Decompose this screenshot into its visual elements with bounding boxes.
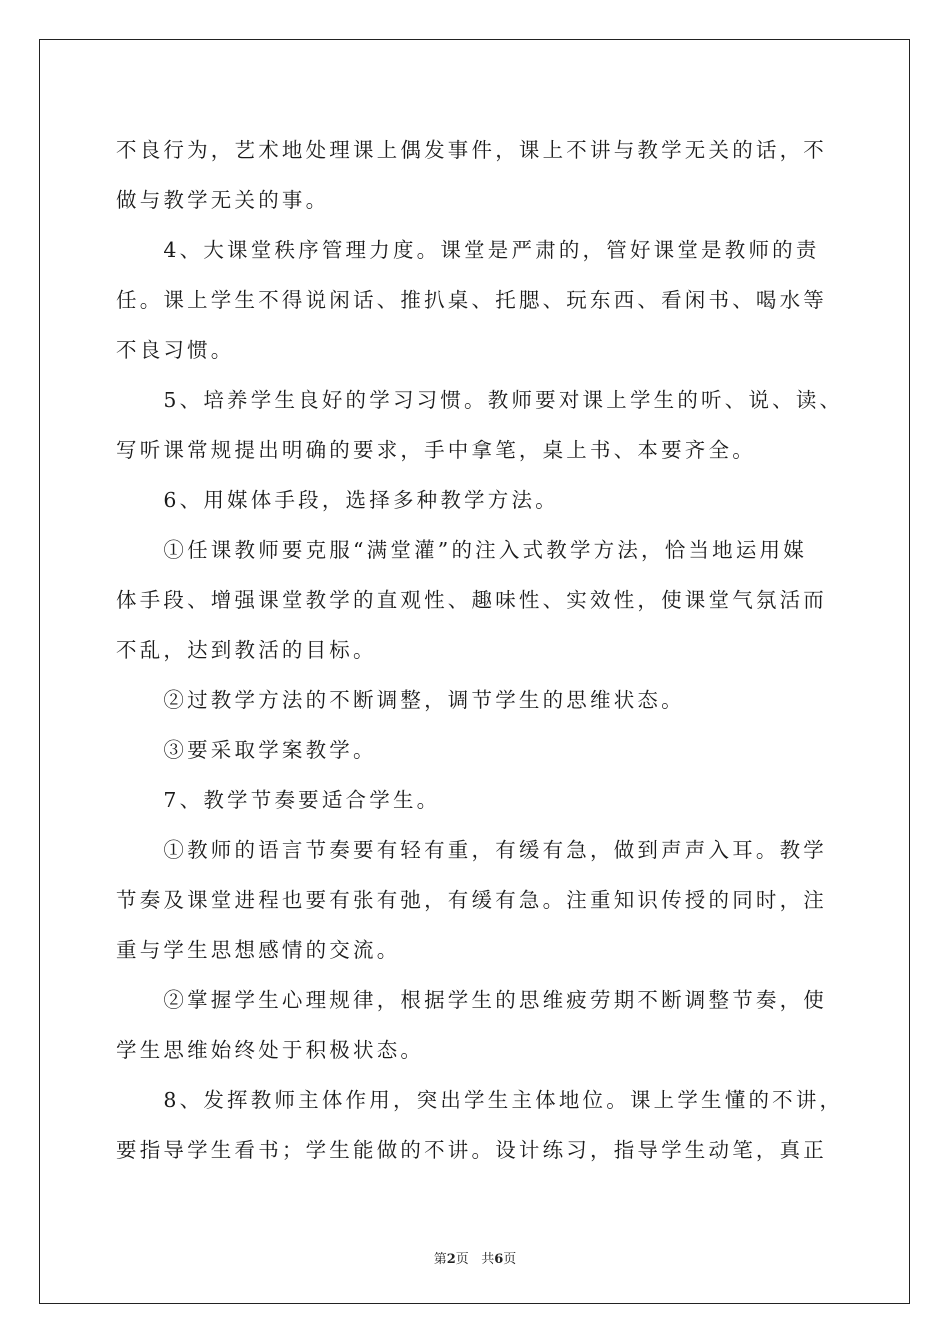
document-body bbox=[116, 125, 844, 1175]
text-line: 6、用媒体手段，选择多种教学方法。 bbox=[116, 488, 559, 512]
text-line: 学生思维始终处于积极状态。 bbox=[116, 1038, 425, 1062]
text-line: 做与教学无关的事。 bbox=[116, 188, 330, 212]
text-line: ②掌握学生心理规律，根据学生的思维疲劳期不断调整节奏，使 bbox=[116, 988, 827, 1012]
text-line: 不乱，达到教活的目标。 bbox=[116, 638, 377, 662]
page-number-footer bbox=[0, 1248, 950, 1267]
page-total: 6 bbox=[494, 1252, 504, 1267]
text-line: 节奏及课堂进程也要有张有弛，有缓有急。注重知识传授的同时，注 bbox=[116, 888, 827, 912]
text-line: ②过教学方法的不断调整，调节学生的思维状态。 bbox=[116, 688, 685, 712]
text-line: 任。课上学生不得说闲话、推扒桌、托腮、玩东西、看闲书、喝水等 bbox=[116, 288, 827, 312]
text-line: ①任课教师要克服“满堂灌”的注入式教学方法，恰当地运用媒 bbox=[116, 538, 807, 562]
total-suffix: 页 bbox=[503, 1252, 517, 1267]
text-line: 5、培养学生良好的学习习惯。教师要对课上学生的听、说、读、 bbox=[116, 388, 844, 412]
text-line: ③要采取学案教学。 bbox=[116, 738, 377, 762]
text-line: ①教师的语言节奏要有轻有重，有缓有急，做到声声入耳。教学 bbox=[116, 838, 827, 862]
text-line: 写听课常规提出明确的要求，手中拿笔，桌上书、本要齐全。 bbox=[116, 438, 756, 462]
page-current: 2 bbox=[446, 1252, 456, 1267]
page-prefix: 第 bbox=[433, 1252, 447, 1267]
text-line: 8、发挥教师主体作用，突出学生主体地位。课上学生懂的不讲， bbox=[116, 1088, 844, 1112]
total-prefix: 共 bbox=[481, 1252, 495, 1267]
text-line: 7、教学节奏要适合学生。 bbox=[116, 788, 441, 812]
text-line: 4、大课堂秩序管理力度。课堂是严肃的，管好课堂是教师的责 bbox=[116, 238, 820, 262]
page-suffix: 页 bbox=[455, 1252, 469, 1267]
text-line: 不良习惯。 bbox=[116, 338, 235, 362]
text-line: 不良行为，艺术地处理课上偶发事件，课上不讲与教学无关的话，不 bbox=[116, 138, 827, 162]
text-line: 要指导学生看书；学生能做的不讲。设计练习，指导学生动笔，真正 bbox=[116, 1138, 827, 1162]
text-line: 重与学生思想感情的交流。 bbox=[116, 938, 401, 962]
text-line: 体手段、增强课堂教学的直观性、趣味性、实效性，使课堂气氛活而 bbox=[116, 588, 827, 612]
